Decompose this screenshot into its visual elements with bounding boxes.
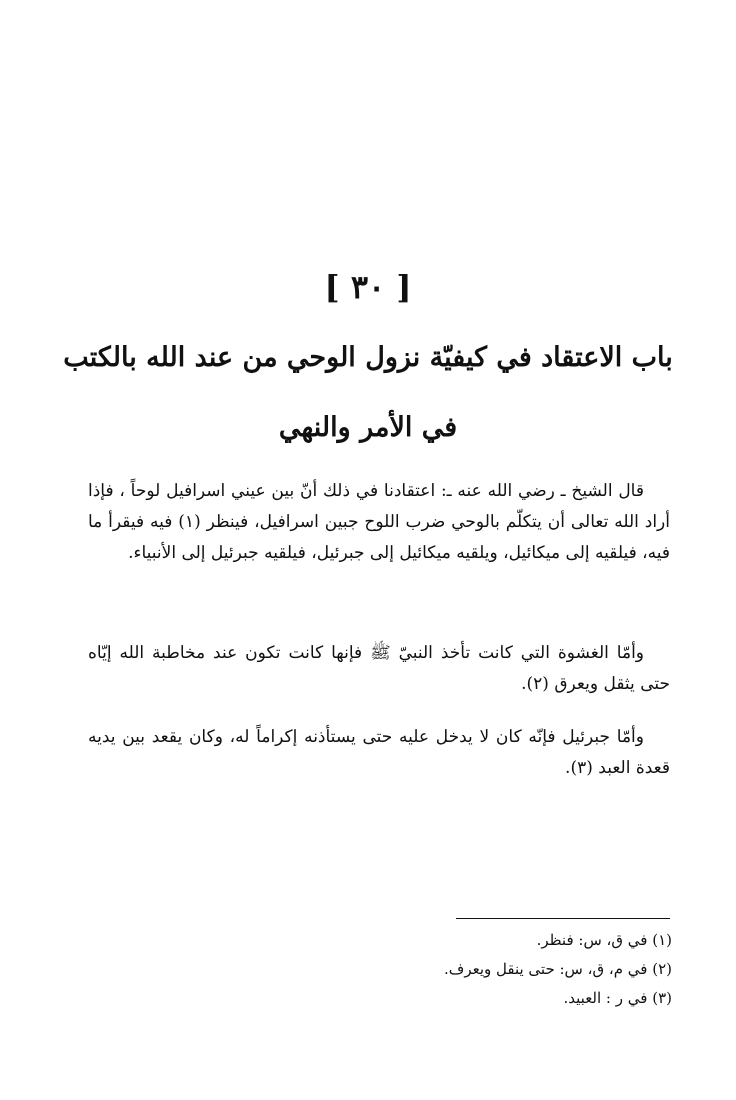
body-paragraph: وأمّا الغشوة التي كانت تأخذ النبيّ ﷺ فإنها كانت تكون عند مخاطبة الله إيّاه حتى يثقل ويعرق (٢). <box>88 643 670 694</box>
chapter-title-line-1: باب الاعتقاد في كيفيّة نزول الوحي من عند الله بالكتب <box>63 342 673 373</box>
body-paragraph-2-block <box>88 638 670 700</box>
footnote-divider <box>456 918 670 919</box>
footnote-2: (٢) في م، ق، س: حتى ينقل ويعرف. <box>444 960 672 978</box>
body-paragraph-1-block <box>88 476 670 569</box>
body-paragraph: وأمّا جبرئيل فإنّه كان لا يدخل عليه حتى يستأذنه إكراماً له، وكان يقعد بين يديه قعدة العبد (٣). <box>88 727 670 778</box>
footnote-3: (٣) في ر : العبيد. <box>563 989 672 1007</box>
footnote-1: (١) في ق، س: فنظر. <box>536 931 672 949</box>
chapter-title-line-2: في الأمر والنهي <box>278 412 458 443</box>
body-paragraph-3-block <box>88 722 670 784</box>
chapter-number: [ ٣٠ ] <box>324 268 412 306</box>
body-paragraph: قال الشيخ ـ رضي الله عنه ـ: اعتقادنا في ذلك أنّ بين عيني اسرافيل لوحاً ، فإذا أراد الله تعالى أن يتكلّم بالوحي ضرب اللوح جبين اسرافيل، فينظر (١) فيه فيقرأ ما فيه، فيلقيه إلى ميكائيل، ويلقيه ميكائيل إلى جبرئيل، فيلقيه جبرئيل إلى الأنبياء. <box>88 481 670 563</box>
footnotes <box>300 926 672 1013</box>
